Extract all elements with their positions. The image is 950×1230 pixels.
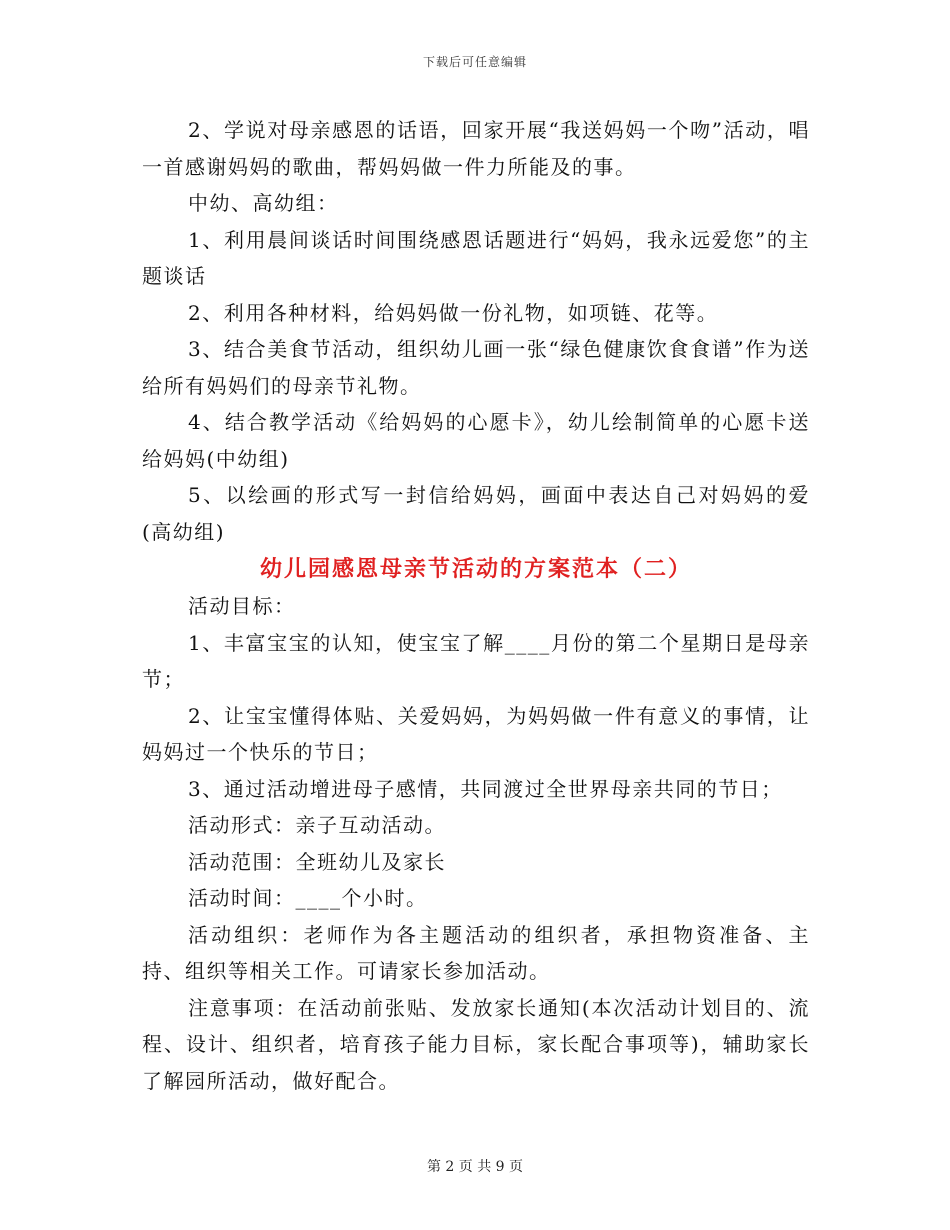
paragraph: 1、丰富宝宝的认知，使宝宝了解____月份的第二个星期日是母亲节； xyxy=(142,630,810,691)
header-note: 下载后可任意编辑 xyxy=(422,55,527,69)
section-title: 幼儿园感恩母亲节活动的方案范本（二） xyxy=(259,556,692,582)
paragraph: 3、通过活动增进母子感情，共同渡过全世界母亲共同的节日； xyxy=(188,776,783,801)
paragraph: 活动范围：全班幼儿及家长 xyxy=(188,849,446,874)
paragraph: 活动目标： xyxy=(188,594,296,618)
paragraph: 活动形式：亲子互动活动。 xyxy=(188,813,446,837)
paragraph: 5、以绘画的形式写一封信给妈妈，画面中表达自己对妈妈的爱(高幼组) xyxy=(142,483,810,544)
paragraph: 2、让宝宝懂得体贴、关爱妈妈，为妈妈做一件有意义的事情，让妈妈过一个快乐的节日； xyxy=(142,703,810,764)
paragraph: 活动时间：____个小时。 xyxy=(188,886,428,910)
page-number: 第 2 页 共 9 页 xyxy=(426,1159,524,1175)
paragraph: 1、利用晨间谈话时间围绕感恩话题进行“妈妈，我永远爱您”的主题谈话 xyxy=(142,227,810,288)
paragraph: 活动组织：老师作为各主题活动的组织者，承担物资准备、主持、组织等相关工作。可请家长参加活动。 xyxy=(142,922,810,983)
paragraph: 2、利用各种材料，给妈妈做一份礼物，如项链、花等。 xyxy=(188,300,719,325)
paragraph: 注意事项：在活动前张贴、发放家长通知(本次活动计划目的、流程、设计、组织者，培育孩子能力目标，家长配合事项等)，辅助家长了解园所活动，做好配合。 xyxy=(142,995,810,1093)
paragraph: 中幼、高幼组： xyxy=(188,191,339,215)
paragraph: 2、学说对母亲感恩的话语，回家开展“我送妈妈一个吻”活动，唱一首感谢妈妈的歌曲，帮妈妈做一件力所能及的事。 xyxy=(142,118,810,179)
paragraph: 4、结合教学活动《给妈妈的心愿卡》，幼儿绘制简单的心愿卡送给妈妈(中幼组) xyxy=(142,410,810,471)
document-body xyxy=(142,112,810,1099)
paragraph: 3、结合美食节活动，组织幼儿画一张“绿色健康饮食食谱”作为送给所有妈妈们的母亲节礼物。 xyxy=(142,337,810,398)
